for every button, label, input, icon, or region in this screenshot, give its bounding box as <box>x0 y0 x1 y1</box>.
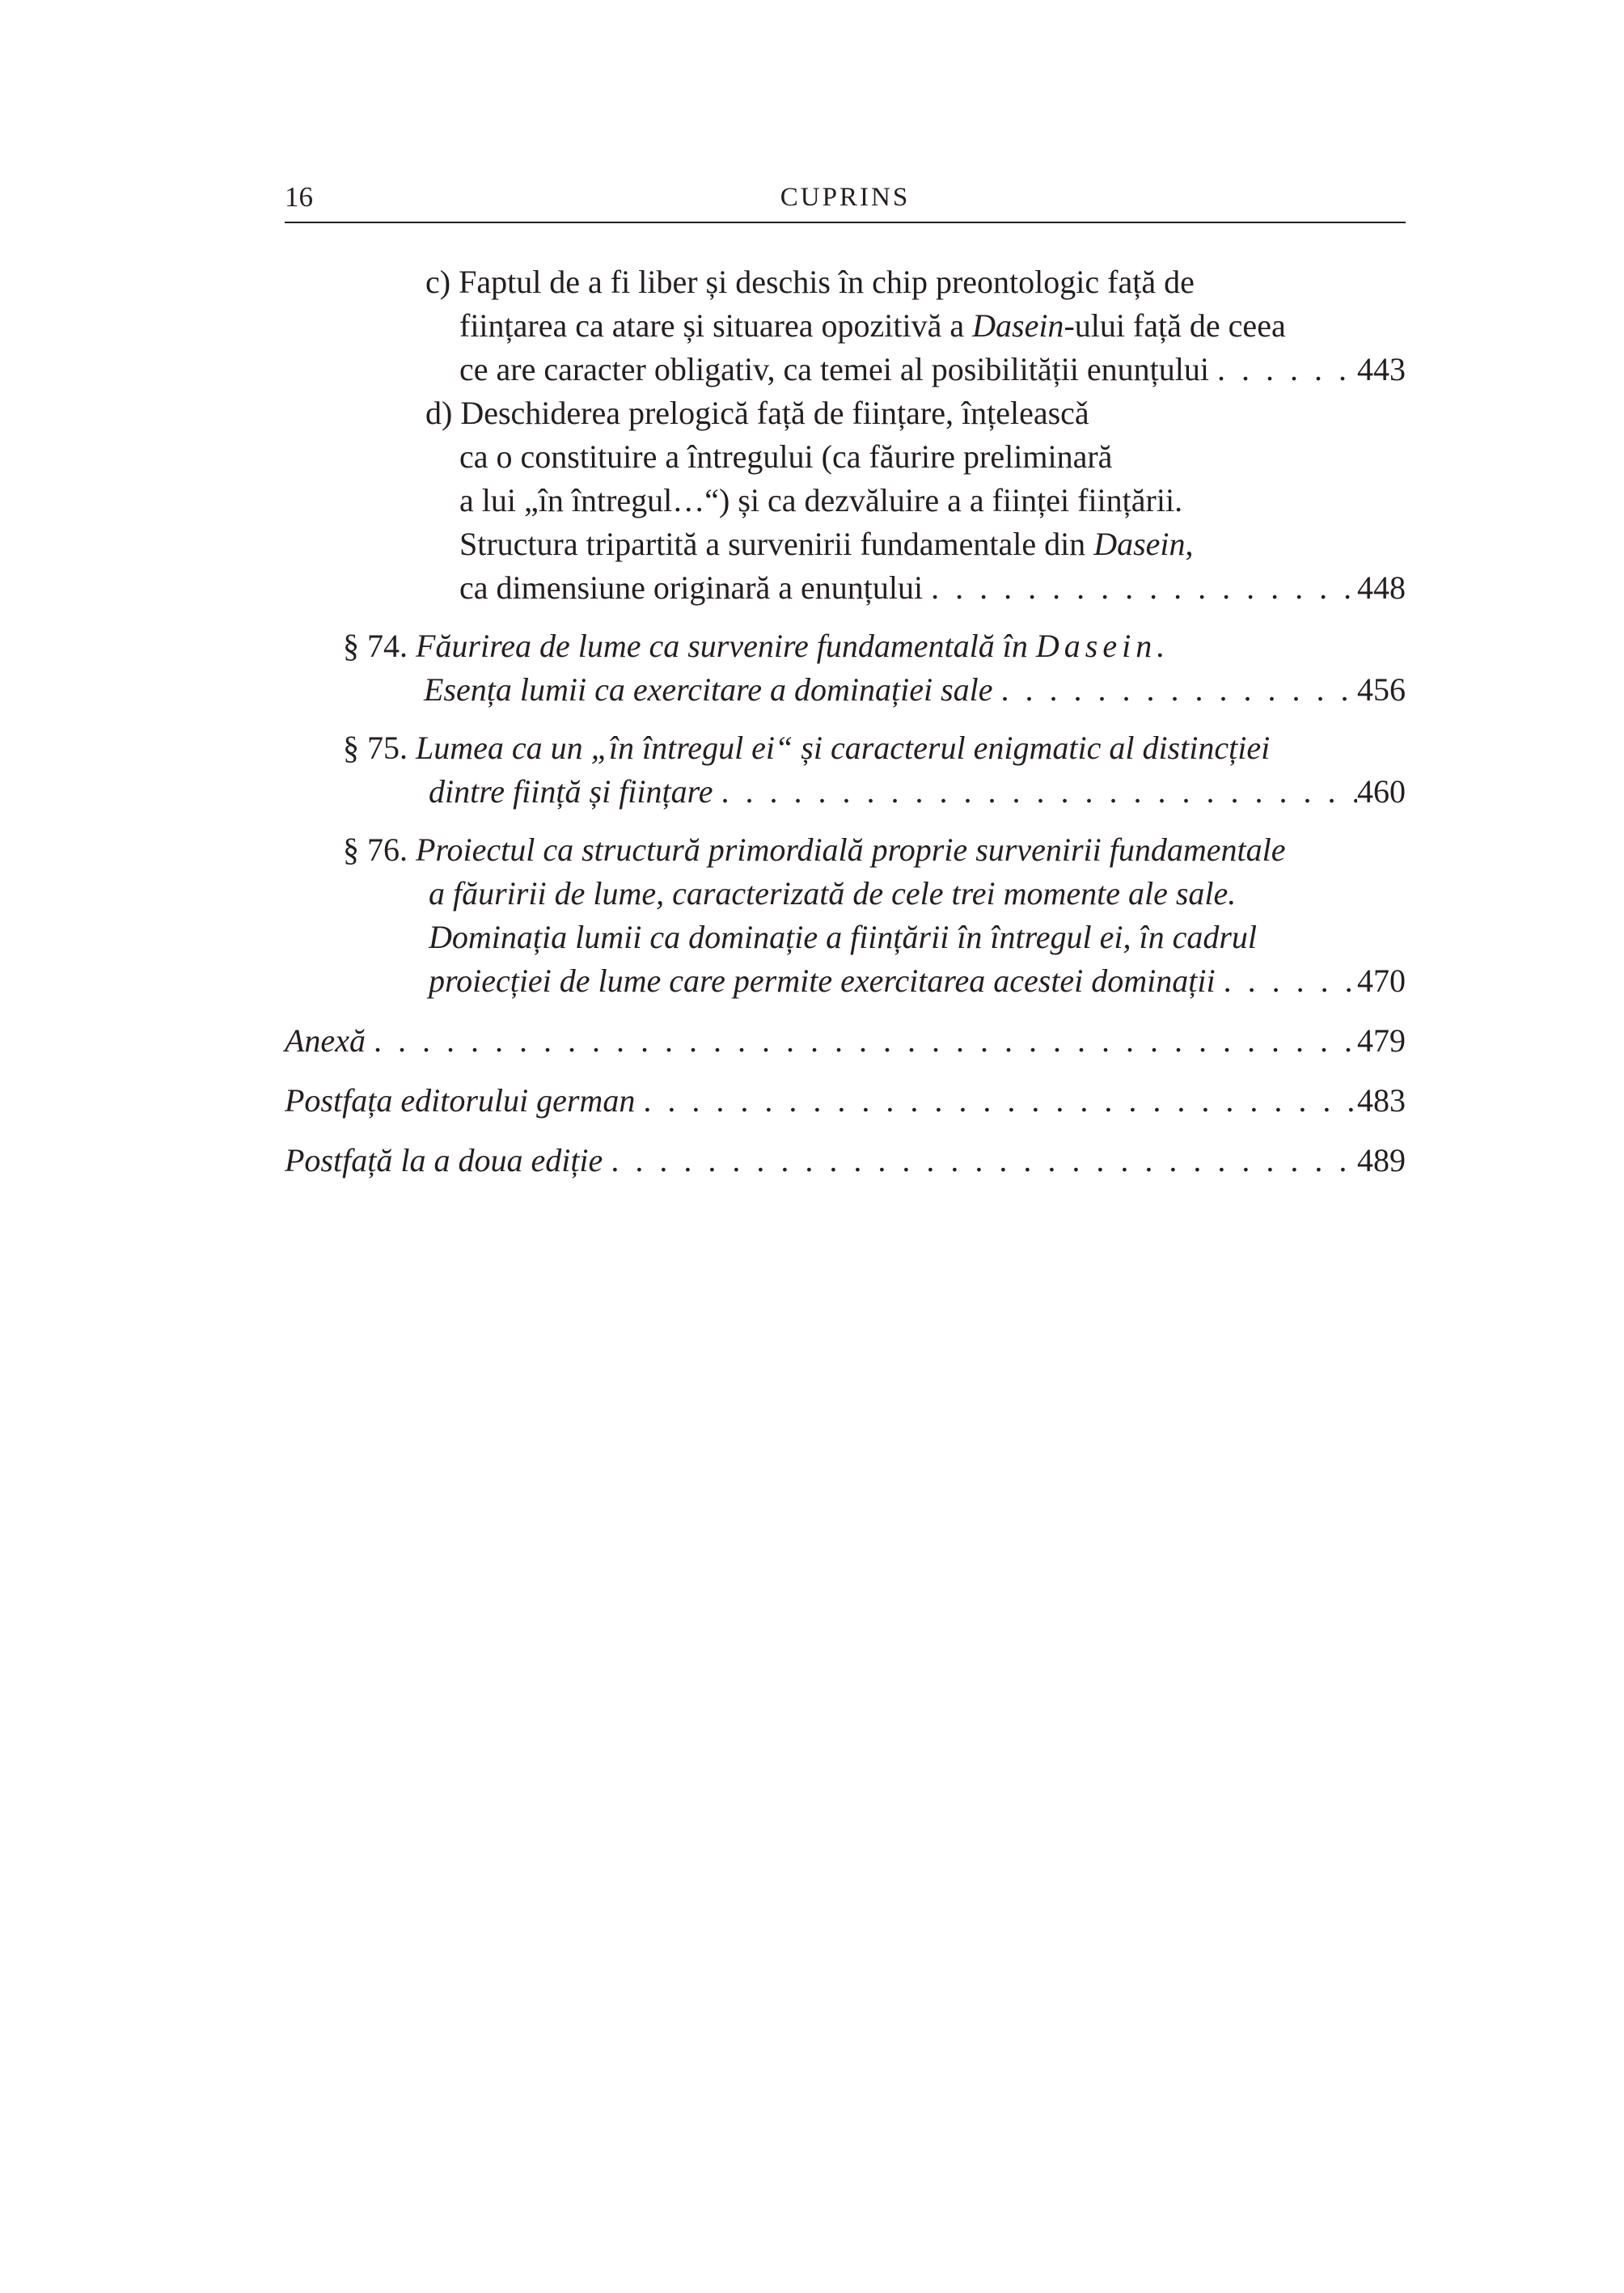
toc-entry-d-line-1: d) Deschiderea prelogică față de ființare, înțeleascǎ <box>425 395 1089 431</box>
running-header <box>285 180 1406 223</box>
dot-leader <box>366 1019 1357 1063</box>
toc-entry-c-line-3: ce are caracter obligativ, ca temei al posibilității enunțului . . . 443 <box>285 348 1406 391</box>
toc-entry-postfata-editie: Postfață la a doua ediție . . . 489 <box>285 1139 1406 1182</box>
running-title: CUPRINS <box>780 183 911 212</box>
toc-entry-anexa: Anexă . . . 479 <box>285 1019 1406 1063</box>
dot-leader <box>923 566 1357 610</box>
toc-entry-d-line-5: ca dimensiune originară a enunțului . . . 448 <box>285 566 1406 610</box>
toc-entry-d-line-4: Structura tripartită a survenirii fundamentale din Dasein, <box>459 526 1194 562</box>
dot-leader <box>603 1139 1357 1182</box>
toc-section-75-line-1: § 75. Lumea ca un „în întregul ei“ și caracterul enigmatic al distincției <box>343 730 1271 766</box>
toc-entry-c-line-2: ființarea ca atare și situarea opozitivă a Dasein-ului față de ceea <box>459 307 1286 344</box>
toc-entry-d-line-2: ca o constituire a întregului (ca făurire preliminară <box>459 438 1113 475</box>
toc-page-number: 479 <box>1357 1022 1406 1059</box>
toc-entry-postfata-editor: Postfața editorului german . . . 483 <box>285 1079 1406 1123</box>
toc-page-number: 443 <box>1357 351 1406 387</box>
dot-leader <box>713 770 1357 814</box>
toc-page-number: 470 <box>1357 962 1406 999</box>
section-number: § 75. <box>343 730 408 766</box>
toc-section-75-line-2: dintre ființă și ființare . . . 460 <box>285 770 1406 814</box>
toc-section-76 <box>285 828 1406 1003</box>
toc-entry-c-line-1: c) Faptul de a fi liber și deschis în chip preontologic față de <box>425 264 1195 300</box>
toc-page-number: 483 <box>1357 1082 1406 1119</box>
dot-leader <box>635 1079 1357 1123</box>
toc-page-number: 456 <box>1357 671 1406 708</box>
dot-leader <box>993 668 1357 712</box>
page-number: 16 <box>285 181 313 213</box>
toc-entry-d-line-3: a lui „în întregul…“) și ca dezvăluire a a ființei ființării. <box>459 482 1183 518</box>
toc-entry-d <box>285 391 1406 610</box>
section-number: § 74. <box>343 628 408 664</box>
toc-entry-c <box>285 260 1406 391</box>
toc-section-76-line-4: proiecției de lume care permite exercitarea acestei dominații . . . 470 <box>285 959 1406 1003</box>
toc-section-76-line-2: a făuririi de lume, caracterizată de cele trei momente ale sale. <box>429 875 1237 912</box>
section-number: § 76. <box>343 831 408 868</box>
toc-section-76-line-3: Dominația lumii ca dominație a ființării în întregul ei, în cadrul <box>429 919 1258 955</box>
toc-page-number: 489 <box>1357 1142 1406 1178</box>
table-of-contents <box>285 260 1406 1182</box>
toc-section-76-line-1: § 76. Proiectul ca structură primordială proprie survenirii fundamentale <box>343 831 1286 868</box>
dot-leader <box>1216 959 1357 1003</box>
toc-section-74 <box>285 624 1406 712</box>
toc-section-74-line-2: Esența lumii ca exercitare a dominației sale . . . 456 <box>285 668 1406 712</box>
toc-page-number: 460 <box>1357 773 1406 810</box>
dot-leader <box>1209 348 1357 391</box>
toc-page-number: 448 <box>1357 569 1406 606</box>
toc-section-75 <box>285 726 1406 814</box>
toc-section-74-line-1: § 74. Făurirea de lume ca survenire fundamentală în Dasein. <box>343 628 1165 664</box>
